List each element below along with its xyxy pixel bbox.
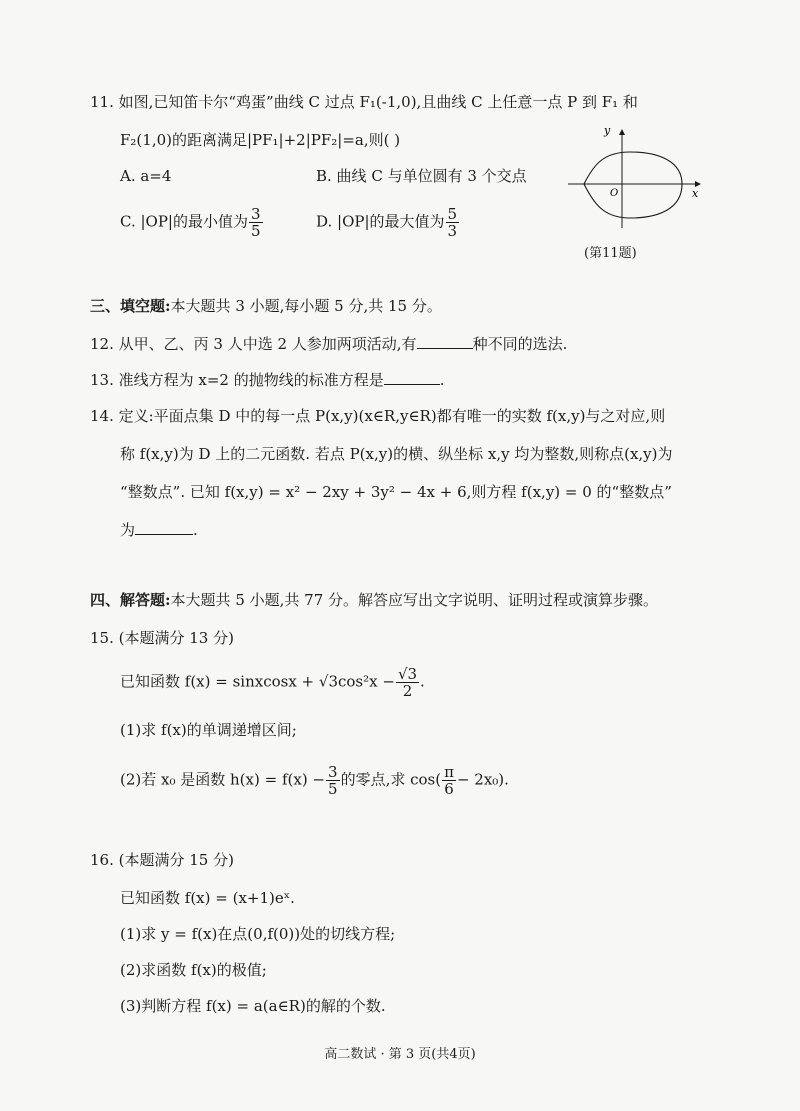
q14-line4-pre: 为 bbox=[120, 521, 136, 539]
q15-part2-pi-den: 6 bbox=[444, 780, 454, 798]
q11-option-c-text: C. |OP|的最小值为 bbox=[120, 212, 248, 231]
q11-figure-caption: (第11题) bbox=[584, 246, 637, 261]
q13-pre: 13. 准线方程为 x=2 的抛物线的标准方程是 bbox=[90, 371, 384, 389]
q15-part2-den: 5 bbox=[328, 780, 338, 798]
q11-option-b: B. 曲线 C 与单位圆有 3 个交点 bbox=[316, 167, 527, 185]
section3-header-rest: 本大题共 3 小题,每小题 5 分,共 15 分。 bbox=[170, 297, 442, 315]
q11-option-c bbox=[120, 206, 264, 239]
q15-part2-pi-num: π bbox=[444, 763, 454, 781]
q15-part2-post: − 2x₀). bbox=[456, 770, 509, 789]
q15-function-fraction bbox=[396, 666, 419, 699]
q11-option-d-text: D. |OP|的最大值为 bbox=[316, 212, 445, 231]
q11-option-c-fraction bbox=[249, 206, 263, 239]
q15-title: 15. (本题满分 13 分) bbox=[90, 629, 234, 647]
q14-line3: “整数点”. 已知 f(x,y) = x² − 2xy + 3y² − 4x + 6,则方程 f(x,y) = 0 的“整数点” bbox=[120, 483, 672, 501]
q11-line1: 11. 如图,已知笛卡尔“鸡蛋”曲线 C 过点 F₁(-1,0),且曲线 C 上任意一点 P 到 F₁ 和 bbox=[90, 93, 638, 111]
q15-part1: (1)求 f(x)的单调递增区间; bbox=[120, 721, 297, 739]
q13 bbox=[90, 370, 445, 390]
q11-option-c-num: 3 bbox=[250, 205, 261, 223]
q15-part2-pi-fraction bbox=[442, 764, 456, 797]
q14-line1: 14. 定义:平面点集 D 中的每一点 P(x,y)(x∈R,y∈R)都有唯一的实数 f(x,y)与之对应,则 bbox=[90, 407, 666, 425]
q14-line2: 称 f(x,y)为 D 上的二元函数. 若点 P(x,y)的横、纵坐标 x,y 均为整数,则称点(x,y)为 bbox=[120, 445, 673, 463]
q16-part1: (1)求 y = f(x)在点(0,f(0))处的切线方程; bbox=[120, 925, 396, 943]
q11-option-d-num: 5 bbox=[447, 205, 458, 223]
q11-option-a: A. a=4 bbox=[120, 167, 172, 185]
q15-part2 bbox=[120, 764, 509, 797]
q14-blank bbox=[135, 534, 193, 535]
q15-function-num: √3 bbox=[397, 665, 418, 683]
q11-option-d-den: 3 bbox=[447, 222, 458, 240]
q11-option-d bbox=[316, 206, 460, 239]
axis-x-label: x bbox=[692, 187, 699, 200]
q15-function bbox=[120, 666, 425, 699]
q16-part3: (3)判断方程 f(x) = a(a∈R)的解的个数. bbox=[120, 997, 386, 1015]
q14-line4-post: . bbox=[193, 521, 198, 539]
q11-line2: F₂(1,0)的距离满足|PF₁|+2|PF₂|=a,则( ) bbox=[120, 131, 401, 149]
q11-option-c-den: 5 bbox=[250, 222, 261, 240]
q16-title: 16. (本题满分 15 分) bbox=[90, 851, 234, 869]
q12-blank bbox=[417, 348, 473, 349]
q15-part2-pre: (2)若 x₀ 是函数 h(x) = f(x) − bbox=[120, 770, 326, 789]
egg-curve bbox=[584, 152, 682, 218]
section3-header-bold: 三、填空题: bbox=[90, 297, 171, 315]
axis-y-label: y bbox=[604, 124, 611, 137]
q15-function-den: 2 bbox=[402, 682, 413, 700]
section4-header bbox=[90, 590, 658, 610]
q11-egg-curve-figure bbox=[568, 124, 708, 234]
q16-part2: (2)求函数 f(x)的极值; bbox=[120, 961, 267, 979]
section3-header bbox=[90, 296, 442, 316]
q14-line4 bbox=[120, 520, 198, 540]
q11-option-d-fraction bbox=[446, 206, 460, 239]
q15-function-post: . bbox=[420, 672, 425, 691]
q12-post: 种不同的选法. bbox=[472, 335, 568, 353]
q13-blank bbox=[384, 384, 440, 385]
q15-function-pre: 已知函数 f(x) = sinxcosx + √3cos²x − bbox=[120, 672, 395, 691]
page-footer: 高二数试 · 第 3 页(共4页) bbox=[324, 1047, 476, 1062]
origin-label: O bbox=[610, 188, 619, 199]
q12-pre: 12. 从甲、乙、丙 3 人中选 2 人参加两项活动,有 bbox=[90, 335, 417, 353]
q15-part2-mid: 的零点,求 cos( bbox=[340, 770, 442, 789]
q15-part2-fraction bbox=[326, 764, 340, 797]
section4-header-bold: 四、解答题: bbox=[90, 591, 171, 609]
section4-header-rest: 本大题共 5 小题,共 77 分。解答应写出文字说明、证明过程或演算步骤。 bbox=[170, 591, 659, 609]
q13-post: . bbox=[439, 371, 445, 389]
q12 bbox=[90, 334, 567, 354]
q16-function: 已知函数 f(x) = (x+1)eˣ. bbox=[120, 889, 295, 907]
q15-part2-num: 3 bbox=[328, 763, 338, 781]
